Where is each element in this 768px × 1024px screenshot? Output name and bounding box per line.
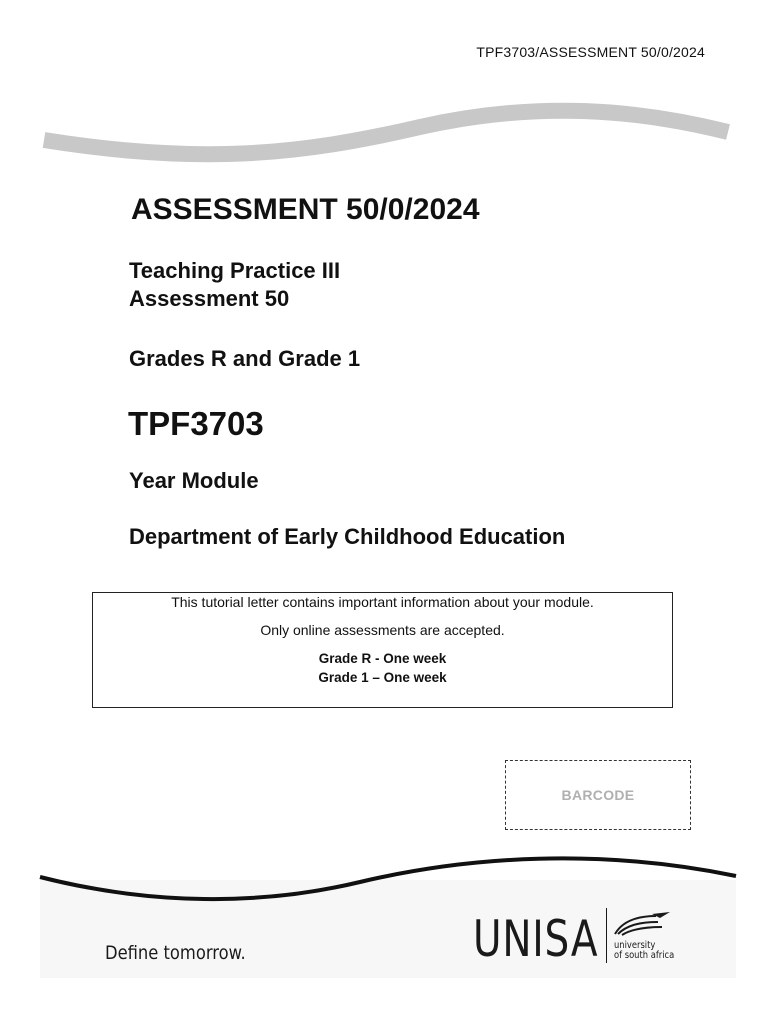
assessment-name: Assessment 50 bbox=[129, 286, 290, 311]
module-type: Year Module bbox=[129, 468, 259, 493]
department-name: Department of Early Childhood Education bbox=[129, 524, 566, 549]
page-title: ASSESSMENT 50/0/2024 bbox=[131, 193, 480, 226]
info-line-grade-1: Grade 1 – One week bbox=[318, 670, 447, 685]
doc-ref: TPF3703/ASSESSMENT 50/0/2024 bbox=[476, 44, 705, 60]
info-line-module: This tutorial letter contains important information about your module. bbox=[171, 594, 594, 610]
course-name: Teaching Practice III bbox=[129, 258, 341, 283]
unisa-emblem-icon bbox=[612, 910, 674, 938]
unisa-logo-text: UNISA bbox=[473, 910, 599, 968]
info-line-grade-r: Grade R - One week bbox=[318, 651, 447, 666]
module-code: TPF3703 bbox=[128, 405, 264, 442]
logo-sub-south-africa: of south africa bbox=[614, 950, 675, 961]
logo-divider bbox=[606, 908, 607, 963]
bottom-wave-stroke bbox=[40, 858, 736, 899]
logo-sub-university: university bbox=[614, 940, 656, 951]
barcode-label: BARCODE bbox=[561, 787, 635, 803]
grades-heading: Grades R and Grade 1 bbox=[129, 346, 361, 371]
footer-tagline: Define tomorrow. bbox=[105, 942, 246, 964]
info-line-online: Only online assessments are accepted. bbox=[260, 622, 505, 638]
